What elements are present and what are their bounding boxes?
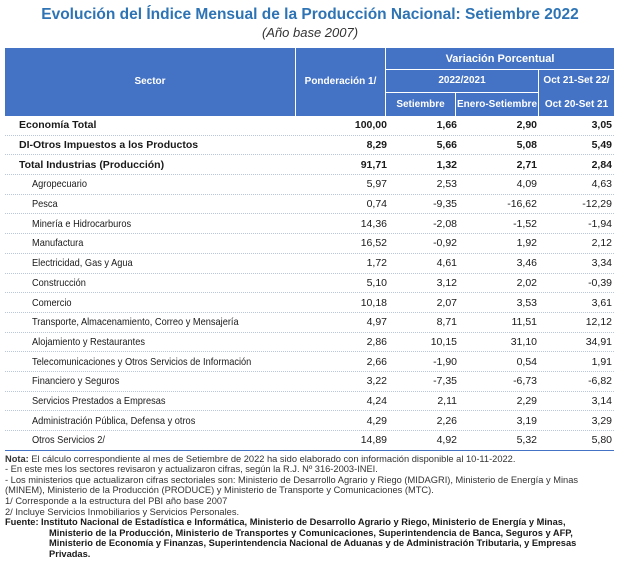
- header-ponderacion: Ponderación 1/: [304, 76, 377, 87]
- header-periodo: 2022/2021: [438, 75, 486, 86]
- enero-setiembre-value: -1,52: [513, 217, 537, 230]
- table-row: [5, 195, 614, 215]
- oct-set-value: 3,14: [591, 394, 612, 407]
- table-row: [5, 214, 614, 234]
- table-row: [5, 392, 614, 412]
- table-row: [5, 136, 614, 156]
- header-oct-line1: Oct 21-Set 22/: [543, 75, 610, 86]
- source-label: Fuente:: [5, 517, 39, 528]
- oct-set-value: 2,84: [591, 158, 612, 171]
- source-line: Ministerio de la Producción, Ministerio de Transportes y Comunicaciones, Superintendencia de Banca, Seguros y AFP,: [49, 527, 573, 538]
- ponderacion-value: 5,10: [366, 276, 387, 289]
- setiembre-value: -2,08: [433, 217, 457, 230]
- sector-name: Alojamiento y Restaurantes: [32, 335, 145, 348]
- table-header: [5, 48, 614, 116]
- note-label: Nota:: [5, 453, 29, 464]
- page-subtitle: (Año base 2007): [261, 25, 359, 40]
- ponderacion-value: 14,36: [360, 217, 387, 230]
- setiembre-value: 3,12: [436, 276, 457, 289]
- divider: [386, 92, 538, 93]
- table-row: [5, 116, 614, 136]
- enero-setiembre-value: 0,54: [516, 355, 537, 368]
- setiembre-value: 10,15: [430, 335, 457, 348]
- header-oct-line2: Oct 20-Set 21: [544, 98, 609, 110]
- enero-setiembre-value: 1,92: [516, 237, 537, 250]
- oct-set-value: 34,91: [585, 335, 612, 348]
- setiembre-value: 5,66: [436, 139, 457, 152]
- sector-name: Otros Servicios 2/: [32, 434, 105, 447]
- note-text: El cálculo correspondiente al mes de Setiembre de 2022 ha sido elaborado con información disponible al 10-11-2022.: [28, 453, 516, 464]
- ponderacion-value: 4,29: [366, 414, 387, 427]
- enero-setiembre-value: 2,90: [516, 119, 537, 132]
- sector-name: Agropecuario: [32, 178, 87, 191]
- sector-name: Administración Pública, Defensa y otros: [32, 414, 196, 427]
- table-row: [5, 234, 614, 254]
- ponderacion-value: 8,29: [366, 139, 387, 152]
- ponderacion-value: 0,74: [366, 198, 387, 211]
- header-variacion: Variación Porcentual: [445, 52, 555, 65]
- enero-setiembre-value: 5,32: [516, 434, 537, 447]
- enero-setiembre-value: 3,19: [516, 414, 537, 427]
- source-line: Ministerio de Economía y Finanzas, Superintendencia Nacional de Aduanas y de Administración Tributaria, y Empresas Privadas.: [49, 538, 577, 560]
- note-line: - En este mes los sectores revisaron y actualizaron cifras, según la R.J. Nº 316-2003-INEI.: [5, 464, 378, 475]
- enero-setiembre-value: -6,73: [513, 375, 537, 388]
- table-row: [5, 155, 614, 175]
- setiembre-value: -1,90: [433, 355, 457, 368]
- oct-set-value: 4,63: [591, 178, 612, 191]
- header-setiembre: Setiembre: [396, 98, 445, 110]
- table-row: [5, 254, 614, 274]
- setiembre-value: 2,53: [436, 178, 457, 191]
- oct-set-value: -1,94: [588, 217, 612, 230]
- enero-setiembre-value: 31,10: [510, 335, 537, 348]
- divider: [386, 69, 614, 70]
- oct-set-value: 5,80: [591, 434, 612, 447]
- sector-name: Minería e Hidrocarburos: [32, 217, 132, 230]
- enero-setiembre-value: -16,62: [507, 198, 537, 211]
- sector-name: Economía Total: [19, 119, 97, 132]
- enero-setiembre-value: 3,46: [516, 257, 537, 270]
- enero-setiembre-value: 2,29: [516, 394, 537, 407]
- header-enero-setiembre: Enero-Setiembre: [456, 98, 538, 110]
- setiembre-value: 4,61: [436, 257, 457, 270]
- ponderacion-value: 5,97: [366, 178, 387, 191]
- ponderacion-value: 10,18: [360, 296, 387, 309]
- oct-set-value: 1,91: [591, 355, 612, 368]
- setiembre-value: 4,92: [436, 434, 457, 447]
- enero-setiembre-value: 4,09: [516, 178, 537, 191]
- ponderacion-value: 2,86: [366, 335, 387, 348]
- sector-name: Telecomunicaciones y Otros Servicios de Información: [32, 355, 252, 368]
- setiembre-value: -0,92: [433, 237, 457, 250]
- table-row: [5, 352, 614, 372]
- setiembre-value: -9,35: [433, 198, 457, 211]
- sector-name: Pesca: [32, 198, 58, 211]
- ponderacion-value: 4,97: [366, 316, 387, 329]
- divider: [538, 69, 539, 116]
- note-line: 2/ Incluye Servicios Inmobiliarios y Servicios Personales.: [5, 506, 240, 517]
- oct-set-value: 12,12: [585, 316, 612, 329]
- note-line: - Los ministerios que actualizaron cifras sectoriales son: Ministerio de Desarrollo Agrario y Riego (MIDAGRI), Ministerio de Energía y Minas: [5, 474, 579, 485]
- setiembre-value: -7,35: [433, 375, 457, 388]
- source-text: [41, 517, 620, 559]
- ponderacion-value: 14,89: [360, 434, 387, 447]
- sector-name: Total Industrias (Producción): [19, 158, 165, 171]
- sector-name: Transporte, Almacenamiento, Correo y Mensajería: [32, 316, 239, 329]
- sector-name: Servicios Prestados a Empresas: [32, 394, 166, 407]
- sector-name: Financiero y Seguros: [32, 375, 120, 388]
- divider: [455, 92, 456, 116]
- setiembre-value: 2,07: [436, 296, 457, 309]
- ponderacion-value: 1,72: [366, 257, 387, 270]
- oct-set-value: 3,34: [591, 257, 612, 270]
- ponderacion-value: 16,52: [360, 237, 387, 250]
- table-row: [5, 293, 614, 313]
- divider: [295, 48, 296, 116]
- ponderacion-value: 2,66: [366, 355, 387, 368]
- ponderacion-value: 3,22: [366, 375, 387, 388]
- ponderacion-value: 4,24: [366, 394, 387, 407]
- table-row: [5, 313, 614, 333]
- setiembre-value: 1,66: [436, 119, 457, 132]
- notes: [5, 454, 617, 518]
- oct-set-value: -0,39: [588, 276, 612, 289]
- oct-set-value: 3,05: [591, 119, 612, 132]
- sector-name: DI-Otros Impuestos a los Productos: [19, 139, 199, 152]
- header-sector: Sector: [134, 76, 166, 87]
- sector-name: Construcción: [32, 276, 86, 289]
- sector-name: Electricidad, Gas y Agua: [32, 257, 133, 270]
- setiembre-value: 2,26: [436, 414, 457, 427]
- table-row: [5, 274, 614, 294]
- oct-set-value: 3,29: [591, 414, 612, 427]
- setiembre-value: 1,32: [436, 158, 457, 171]
- enero-setiembre-value: 2,02: [516, 276, 537, 289]
- oct-set-value: 3,61: [591, 296, 612, 309]
- sector-name: Comercio: [32, 296, 72, 309]
- note-line: 1/ Corresponde a la estructura del PBI año base 2007: [5, 496, 228, 507]
- setiembre-value: 2,11: [437, 394, 457, 407]
- enero-setiembre-value: 3,53: [516, 296, 537, 309]
- table-row: [5, 175, 614, 195]
- note-line: (MINEM), Ministerio de la Producción (PRODUCE) y Ministerio de Transporte y Comunicaciones (MTC).: [5, 485, 434, 496]
- enero-setiembre-value: 5,08: [516, 139, 537, 152]
- table-body: [5, 116, 614, 451]
- ponderacion-value: 91,71: [360, 158, 387, 171]
- ponderacion-value: 100,00: [354, 119, 387, 132]
- divider: [385, 48, 386, 116]
- enero-setiembre-value: 11,51: [511, 316, 537, 329]
- oct-set-value: -6,82: [588, 375, 612, 388]
- table-row: [5, 431, 614, 451]
- oct-set-value: 5,49: [591, 139, 612, 152]
- oct-set-value: -12,29: [582, 198, 612, 211]
- page-title: Evolución del Índice Mensual de la Producción Nacional: Setiembre 2022: [41, 6, 579, 23]
- table-row: [5, 411, 614, 431]
- table-row: [5, 372, 614, 392]
- setiembre-value: 8,71: [436, 316, 457, 329]
- production-index-table: [5, 48, 614, 451]
- oct-set-value: 2,12: [591, 237, 612, 250]
- table-row: [5, 333, 614, 353]
- note-line: [5, 454, 617, 465]
- source-line: Instituto Nacional de Estadística e Informática, Ministerio de Desarrollo Agrario y Riego, Ministerio de Energía y Minas,: [41, 517, 566, 528]
- enero-setiembre-value: 2,71: [516, 158, 537, 171]
- source: [5, 517, 620, 559]
- sector-name: Manufactura: [32, 237, 84, 250]
